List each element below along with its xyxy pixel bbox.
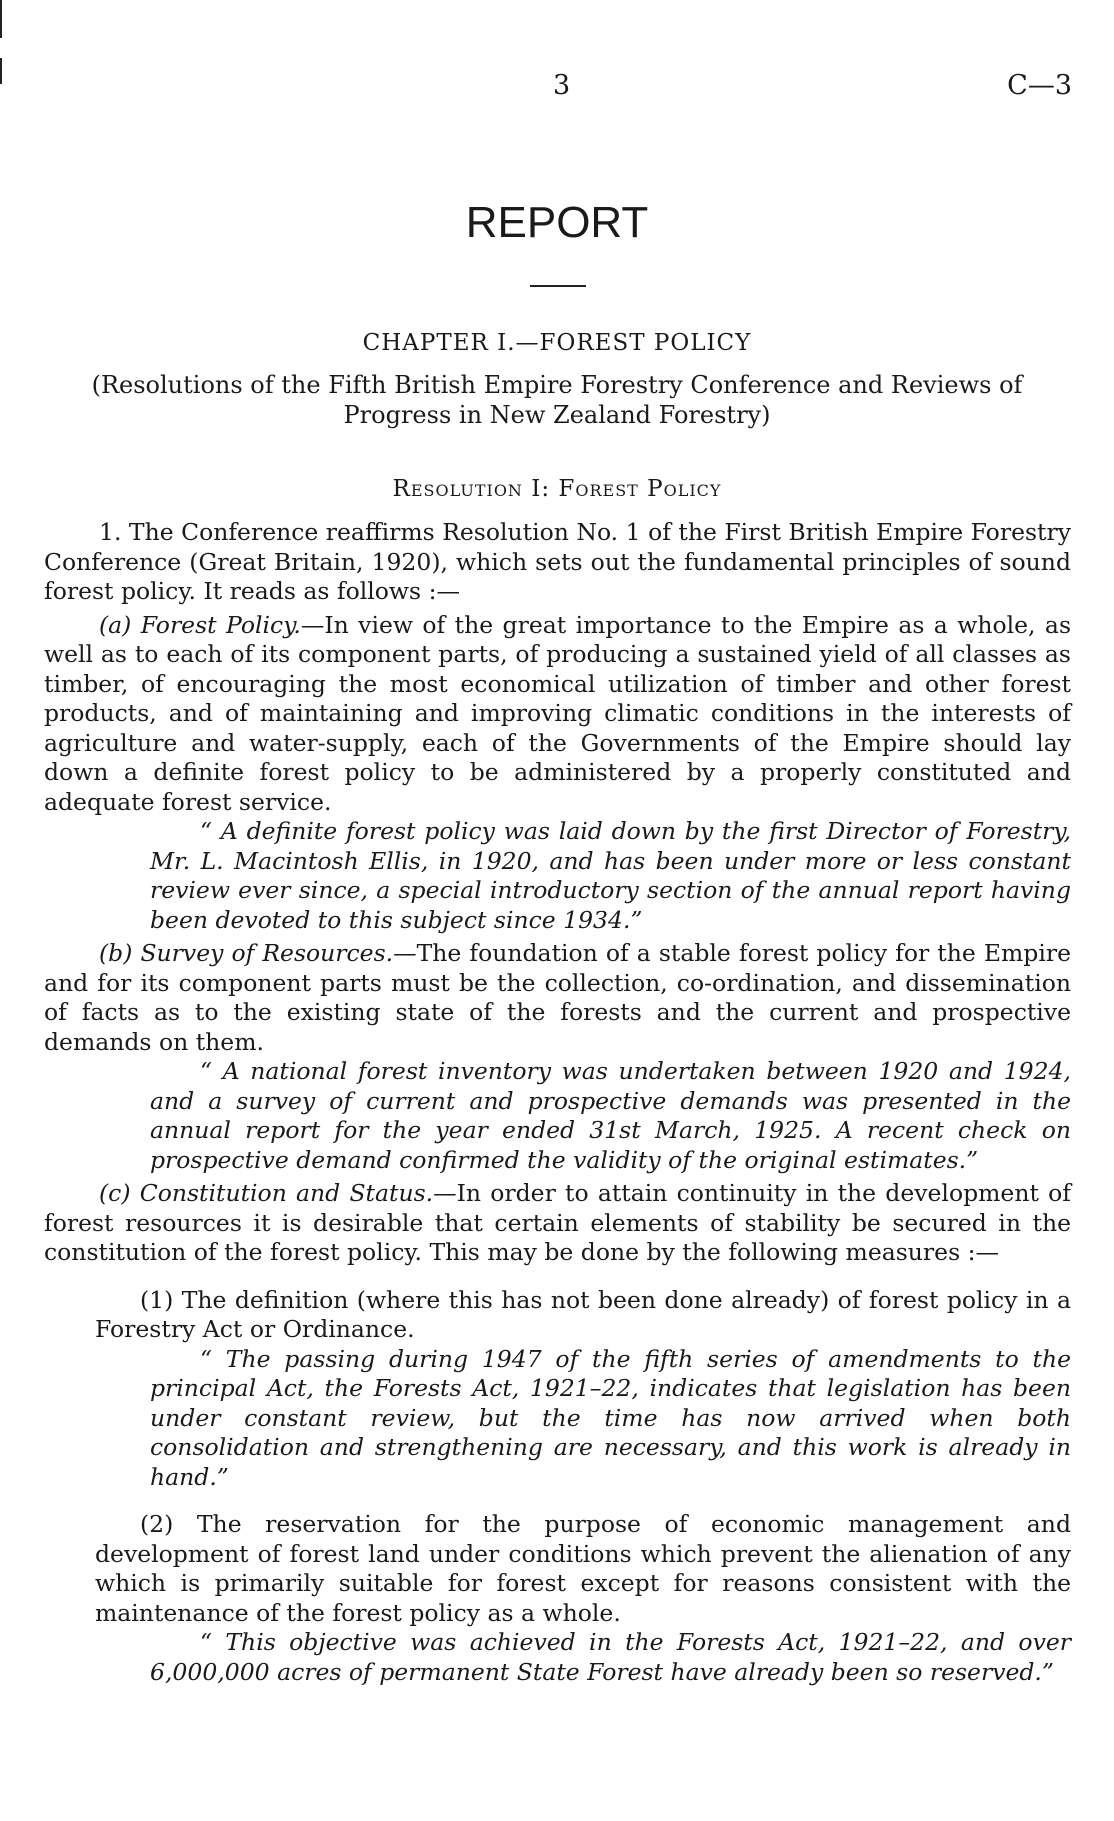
section-a-comment: “ A definite forest policy was laid down by the first Director of Forestry, Mr. L. Macintosh Ellis, in 1920, and has been under more or less constant review ever since, a special introductory section of the annual report having been devoted to this subject since 1934.” — [150, 817, 1071, 934]
section-a-label: (a) — [99, 610, 132, 639]
section-b-label: (b) — [99, 939, 133, 967]
document-reference: C—3 — [1007, 70, 1072, 101]
resolution-heading: Resolution I: Forest Policy — [392, 476, 722, 502]
chapter-heading: CHAPTER I.—FOREST POLICY — [362, 330, 752, 356]
title-divider — [530, 285, 586, 287]
report-body — [44, 518, 1071, 1687]
section-a-heading: Forest Policy. — [140, 610, 301, 639]
measure-1: (1) The definition (where this has not been done already) of forest policy in a Forestry Act or Ordinance. — [95, 1285, 1071, 1343]
section-b-text: —The foundation of a stable forest policy for the Empire and for its component parts must be the collection, co-ordination, and dissemination of facts as to the existing state of the forests and the current and prospective demands on them. — [44, 939, 1071, 1056]
measure-1-comment: “ The passing during 1947 of the fifth series of amendments to the principal Act, the Forests Act, 1921–22, indicates that legislation has been under constant review, but the time has now arrived when both consolidation and strengthening are necessary, and this work is already in hand.” — [150, 1344, 1071, 1491]
section-c-paragraph — [44, 1179, 1071, 1268]
report-title: REPORT — [465, 198, 649, 247]
page-number: 3 — [553, 70, 571, 101]
section-b-heading: Survey of Resources. — [140, 939, 394, 967]
measure-2-comment: “ This objective was achieved in the Forests Act, 1921–22, and over 6,000,000 acres of permanent State Forest have already been so reserved.” — [150, 1628, 1071, 1686]
intro-paragraph: 1. The Conference reaffirms Resolution No. 1 of the First British Empire Forestry Conference (Great Britain, 1920), which sets out the fundamental principles of sound forest policy. It reads as follows :— — [44, 518, 1071, 605]
section-c-text: —In order to attain continuity in the development of forest resources it is desirable that certain elements of stability be secured in the constitution of the forest policy. This may be done by the following measures :— — [44, 1179, 1071, 1266]
section-b-paragraph — [44, 939, 1071, 1057]
measure-2: (2) The reservation for the purpose of economic management and development of forest land under conditions which prevent the alienation of any which is primarily suitable for forest except for reasons consistent with the maintenance of the forest policy as a whole. — [95, 1510, 1071, 1627]
section-a-text: —In view of the great importance to the Empire as a whole, as well as to each of its component parts, of producing a sustained yield of all classes as timber, of encouraging the most economical utilization of timber and other forest products, and of maintaining and improving climatic conditions in the interests of agriculture and water-supply, each of the Governments of the Empire should lay down a definite forest policy to be administered by a properly constituted and adequate forest service. — [44, 610, 1072, 816]
section-c-heading: Constitution and Status. — [139, 1179, 434, 1207]
section-b-comment: “ A national forest inventory was undertaken between 1920 and 1924, and a survey of current and prospective demands was presented in the annual report for the year ended 31st March, 1925. A recent check on prospective demand confirmed the validity of the original estimates.” — [150, 1057, 1071, 1174]
section-a-paragraph — [44, 611, 1071, 818]
section-c-label: (c) — [99, 1179, 131, 1207]
chapter-subtitle: (Resolutions of the Fifth British Empire Forestry Conference and Reviews of Progress in New Zealand Forestry) — [91, 371, 1023, 429]
